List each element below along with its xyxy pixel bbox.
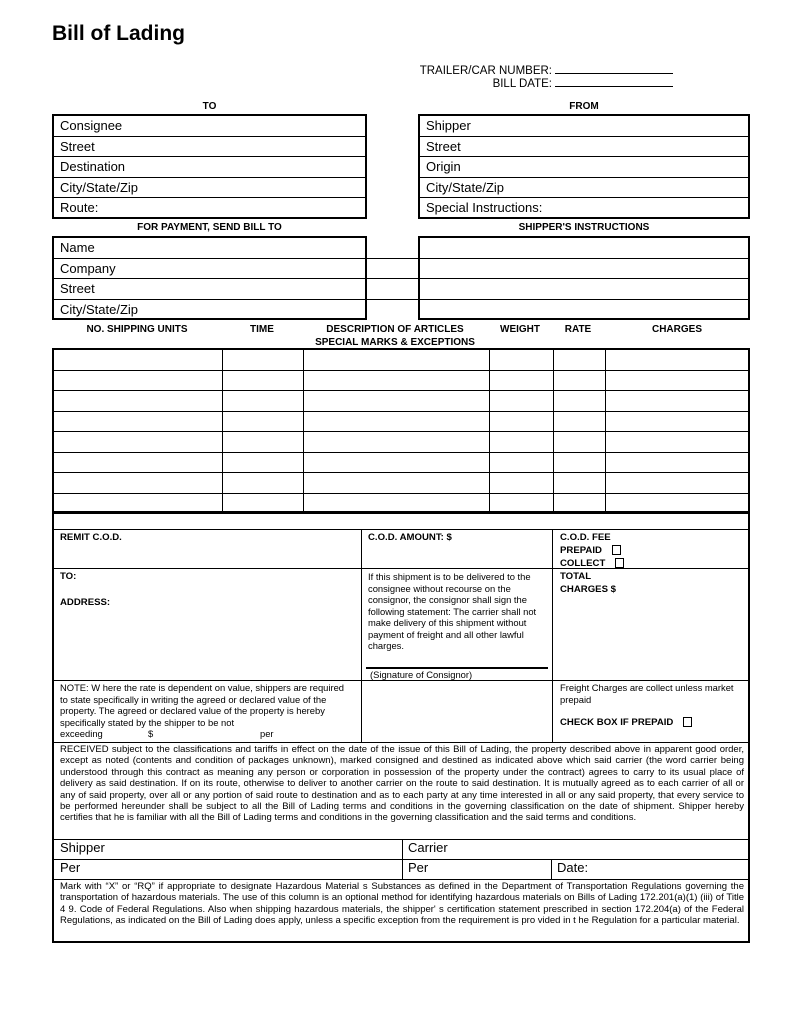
- to-heading: TO: [202, 101, 217, 112]
- collect-label: COLLECT: [560, 558, 606, 569]
- item-row: [54, 452, 751, 473]
- bill-date-label: BILL DATE:: [492, 78, 552, 90]
- payment-row-company[interactable]: Company: [54, 259, 365, 280]
- item-row: [54, 391, 751, 412]
- item-row: [54, 493, 751, 513]
- prepaid-option[interactable]: [560, 545, 621, 556]
- hazmat-note: Mark with “X” or “RQ” if appropriate to designate Hazardous Material s Substances as defined in the Department of Transportation Regulations governing the transportation of hazardous materials. The use of this column is an optional method for identifying hazardous materials on Bills of Lading 172.201(a)(1) (iii) of Title 4 9. Code of Federal Regulations. Also when shipping hazardous materials, the shipper' s certification statement prescribed in section 172.204(a) of the Federal Regulations, as indicated on the Bill of Lading does apply, unless a specific exception from the requirement is pro vided in t he Regulation for a particular material.: [60, 881, 744, 927]
- item-cell[interactable]: [554, 473, 606, 494]
- exceeding-label: exceeding: [60, 728, 103, 739]
- item-cell[interactable]: [304, 391, 490, 412]
- item-cell[interactable]: [304, 411, 490, 432]
- to-row-city-state-zip[interactable]: City/State/Zip: [54, 178, 365, 199]
- item-cell[interactable]: [54, 350, 223, 371]
- date-field[interactable]: Date:: [557, 860, 589, 875]
- from-row-shipper[interactable]: Shipper: [420, 116, 748, 137]
- check-prepaid-option[interactable]: [560, 717, 692, 728]
- from-heading: FROM: [569, 101, 599, 112]
- item-cell[interactable]: [606, 473, 751, 494]
- item-cell[interactable]: [490, 350, 554, 371]
- item-cell[interactable]: [554, 411, 606, 432]
- divider: [551, 859, 552, 879]
- item-cell[interactable]: [304, 350, 490, 371]
- divider: [54, 879, 748, 880]
- shipper-instructions-heading: SHIPPER'S INSTRUCTIONS: [518, 222, 650, 233]
- item-cell[interactable]: [304, 432, 490, 453]
- prepaid-label: PREPAID: [560, 545, 602, 556]
- item-cell[interactable]: [54, 452, 223, 473]
- item-cell[interactable]: [304, 493, 490, 513]
- received-terms: RECEIVED subject to the classifications and tariffs in effect on the date of the issue of this Bill of Lading, the property described above in apparent good order, except as noted (contents and condition of packages unknown), marked consigned and destined as indicated above which said carrier (the word carrier being understood through this contract as meaning any person or corporation in possession of the property under the contract) agrees to carry to its usual place of delivery as said destination. If on its route, otherwise to deliver to another carrier on the route to said destination. It is mutually agreed as to each carrier of all or any of said property, over all or any portion of said route to destination and as to each party at any time interested in all or any said property, that every service to be performed hereunder shall be subject to all the Bill of Lading terms and conditions in the governing classification on the date of shipment. Shipper hereby certifies that he is familiar with all the Bill of Lading terms and conditions in the governing classification and the said terms and conditions.: [60, 744, 744, 824]
- item-cell[interactable]: [606, 391, 751, 412]
- item-cell[interactable]: [223, 350, 304, 371]
- carrier-signature-field[interactable]: Carrier: [408, 840, 448, 855]
- divider: [54, 839, 748, 840]
- items-table: [52, 348, 750, 513]
- total-label: TOTAL: [560, 571, 592, 582]
- from-row-special-instructions[interactable]: Special Instructions:: [426, 200, 543, 215]
- signature-caption: (Signature of Consignor): [370, 669, 473, 680]
- divider: [54, 859, 748, 860]
- item-cell[interactable]: [490, 411, 554, 432]
- trailer-number-label: TRAILER/CAR NUMBER:: [419, 65, 552, 77]
- item-cell[interactable]: [554, 493, 606, 513]
- item-cell[interactable]: [490, 391, 554, 412]
- shipper-instructions-box: [418, 236, 750, 320]
- shipper-signature-field[interactable]: Shipper: [60, 840, 105, 855]
- item-row: [54, 411, 751, 432]
- value-note: NOTE: W here the rate is dependent on value, shippers are required to state specifically in writing the agreed or declared value of the property. The agreed or declared value of the property is hereby specifically stated by the shipper to be not: [60, 682, 345, 728]
- connector-line: [367, 278, 418, 279]
- item-cell[interactable]: [606, 493, 751, 513]
- item-cell[interactable]: [490, 473, 554, 494]
- item-cell[interactable]: [606, 411, 751, 432]
- item-cell[interactable]: [606, 350, 751, 371]
- shipper-instructions-line[interactable]: [420, 279, 748, 300]
- to-row-route[interactable]: Route:: [60, 200, 99, 215]
- collect-option[interactable]: [560, 558, 624, 569]
- divider: [361, 530, 362, 743]
- shipper-instructions-line[interactable]: [420, 238, 748, 259]
- col-weight: WEIGHT: [500, 324, 540, 335]
- item-cell[interactable]: [490, 493, 554, 513]
- trailer-number-line[interactable]: [555, 63, 673, 74]
- item-cell[interactable]: [490, 432, 554, 453]
- divider: [54, 529, 748, 530]
- document-title: Bill of Lading: [52, 22, 185, 45]
- exceeding-per[interactable]: per: [260, 728, 274, 739]
- col-time: TIME: [250, 324, 274, 335]
- payment-row-street[interactable]: Street: [54, 279, 365, 300]
- bill-date-line[interactable]: [555, 76, 673, 87]
- col-rate: RATE: [564, 324, 592, 335]
- payment-heading: FOR PAYMENT, SEND BILL TO: [137, 222, 282, 233]
- item-cell[interactable]: [606, 370, 751, 391]
- item-cell[interactable]: [304, 473, 490, 494]
- item-row: [54, 432, 751, 453]
- collect-checkbox[interactable]: [615, 558, 624, 568]
- item-cell[interactable]: [223, 411, 304, 432]
- cod-fee-label: C.O.D. FEE: [560, 532, 611, 543]
- connector-line: [367, 299, 418, 300]
- col-shipping-units: NO. SHIPPING UNITS: [86, 324, 188, 335]
- col-charges: CHARGES: [651, 324, 702, 335]
- item-cell[interactable]: [223, 493, 304, 513]
- shipper-instructions-line[interactable]: [420, 259, 748, 280]
- item-cell[interactable]: [223, 370, 304, 391]
- item-cell[interactable]: [554, 432, 606, 453]
- carrier-per-field[interactable]: Per: [408, 860, 429, 875]
- connector-line: [367, 258, 418, 259]
- item-cell[interactable]: [54, 391, 223, 412]
- item-cell[interactable]: [223, 432, 304, 453]
- item-cell[interactable]: [606, 432, 751, 453]
- shipper-instructions-line[interactable]: [420, 300, 748, 321]
- item-cell[interactable]: [554, 452, 606, 473]
- prepaid-checkbox[interactable]: [612, 545, 621, 555]
- from-row-street[interactable]: Street: [420, 137, 748, 158]
- cod-to-label: TO:: [60, 571, 77, 582]
- divider: [54, 568, 748, 569]
- col-special-marks: SPECIAL MARKS & EXCEPTIONS: [315, 337, 475, 348]
- from-row-city-state-zip[interactable]: City/State/Zip: [420, 178, 748, 199]
- divider: [552, 530, 553, 743]
- item-cell[interactable]: [54, 370, 223, 391]
- item-cell[interactable]: [554, 370, 606, 391]
- to-box: [52, 114, 367, 219]
- item-cell[interactable]: [554, 350, 606, 371]
- remit-cod-label: REMIT C.O.D.: [60, 532, 122, 543]
- shipper-per-field[interactable]: Per: [60, 860, 81, 875]
- item-cell[interactable]: [54, 493, 223, 513]
- from-box: [418, 114, 750, 219]
- item-cell[interactable]: [54, 411, 223, 432]
- item-cell[interactable]: [223, 473, 304, 494]
- to-row-destination[interactable]: Destination: [54, 157, 365, 178]
- bill-date-field[interactable]: [493, 76, 673, 90]
- item-cell[interactable]: [490, 370, 554, 391]
- item-cell[interactable]: [54, 473, 223, 494]
- exceeding-dollar[interactable]: $: [148, 728, 154, 739]
- item-cell[interactable]: [223, 452, 304, 473]
- item-cell[interactable]: [304, 370, 490, 391]
- payment-row-name[interactable]: Name: [54, 238, 365, 259]
- item-cell[interactable]: [54, 432, 223, 453]
- trailer-number-field[interactable]: [420, 63, 673, 77]
- payment-row-city-state-zip[interactable]: City/State/Zip: [60, 301, 139, 317]
- consignor-statement: If this shipment is to be delivered to the consignee without recourse on the consignor, the consignor shall sign the following statement: The carrier shall not make delivery of this shipment without payment of freight and all other lawful charges.: [368, 571, 537, 651]
- item-cell[interactable]: [606, 452, 751, 473]
- item-row: [54, 473, 751, 494]
- total-charges-label: CHARGES $: [560, 584, 616, 595]
- item-row: [54, 370, 751, 391]
- from-row-origin[interactable]: Origin: [420, 157, 748, 178]
- item-cell[interactable]: [490, 452, 554, 473]
- col-description: DESCRIPTION OF ARTICLES: [326, 324, 464, 335]
- check-prepaid-label: CHECK BOX IF PREPAID: [560, 717, 674, 728]
- freight-charges-note: Freight Charges are collect unless market prepaid: [560, 682, 734, 705]
- check-prepaid-checkbox[interactable]: [683, 717, 692, 727]
- item-cell[interactable]: [554, 391, 606, 412]
- item-cell[interactable]: [223, 391, 304, 412]
- lower-section: [52, 513, 750, 943]
- payment-box: [52, 236, 367, 320]
- item-row: [54, 350, 751, 371]
- item-cell[interactable]: [304, 452, 490, 473]
- divider: [54, 742, 748, 743]
- cod-address-label: ADDRESS:: [60, 597, 111, 608]
- divider: [402, 839, 403, 879]
- to-row-consignee[interactable]: Consignee: [54, 116, 365, 137]
- cod-amount-label: C.O.D. AMOUNT: $: [368, 532, 452, 543]
- to-row-street[interactable]: Street: [54, 137, 365, 158]
